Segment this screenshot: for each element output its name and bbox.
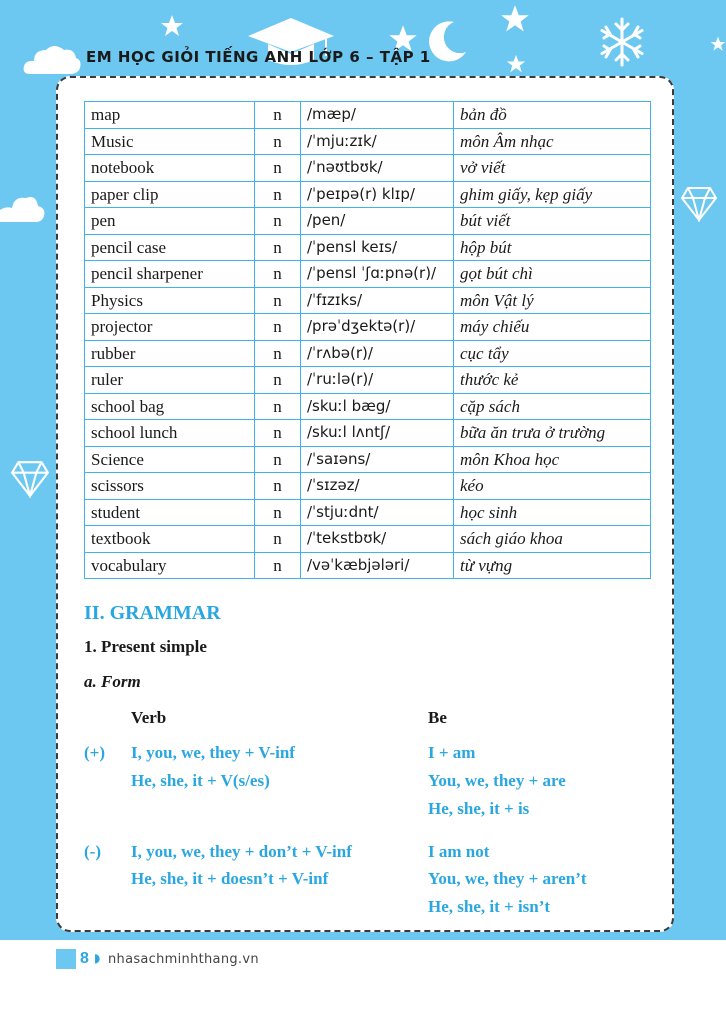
vocab-word: ruler [85, 367, 255, 394]
vocab-pronunciation: /vəˈkæbjələri/ [301, 552, 454, 579]
section-title: II. GRAMMAR [84, 602, 221, 624]
vocab-word: pencil case [85, 234, 255, 261]
table-row [85, 420, 651, 447]
vocab-word-type: n [255, 552, 301, 579]
vocab-word-type: n [255, 420, 301, 447]
vocab-meaning: từ vựng [454, 552, 651, 579]
be-column-header: Be [428, 708, 447, 727]
vocab-word-type: n [255, 340, 301, 367]
star-icon [160, 14, 184, 38]
table-row [85, 473, 651, 500]
vocab-meaning: kéo [454, 473, 651, 500]
vocab-word: projector [85, 314, 255, 341]
vocab-word-type: n [255, 367, 301, 394]
arrow-icon: ◗ [94, 951, 101, 965]
subsection-title: 1. Present simple [84, 637, 207, 656]
negative-be-line: He, she, it + isn’t [428, 897, 551, 916]
page-number-marker [56, 949, 76, 969]
vocab-word-type: n [255, 473, 301, 500]
table-row [85, 526, 651, 553]
vocab-word: scissors [85, 473, 255, 500]
form-title: a. Form [84, 672, 141, 691]
vocab-pronunciation: /ˈpensl keɪs/ [301, 234, 454, 261]
vocab-pronunciation: /ˈnəʊtbʊk/ [301, 155, 454, 182]
vocab-pronunciation: /ˈpeɪpə(r) klɪp/ [301, 181, 454, 208]
vocab-meaning: bút viết [454, 208, 651, 235]
positive-sign: (+) [84, 743, 106, 762]
vocab-word: student [85, 499, 255, 526]
vocab-word: pen [85, 208, 255, 235]
vocab-pronunciation: /ˈtekstbʊk/ [301, 526, 454, 553]
vocab-pronunciation: /ˈrʌbə(r)/ [301, 340, 454, 367]
book-header-title: EM HỌC GIỎI TIẾNG ANH LỚP 6 – TẬP 1 [86, 48, 431, 66]
vocab-word-type: n [255, 393, 301, 420]
vocab-word: vocabulary [85, 552, 255, 579]
table-row [85, 234, 651, 261]
vocab-word-type: n [255, 526, 301, 553]
positive-be-line: He, she, it + is [428, 799, 530, 818]
vocab-meaning: cặp sách [454, 393, 651, 420]
vocab-word-type: n [255, 499, 301, 526]
vocab-pronunciation: /ˈsɪzəz/ [301, 473, 454, 500]
vocab-word-type: n [255, 155, 301, 182]
vocab-word: school lunch [85, 420, 255, 447]
vocab-pronunciation: /ˈmjuːzɪk/ [301, 128, 454, 155]
vocab-word-type: n [255, 314, 301, 341]
vocab-word-type: n [255, 208, 301, 235]
verb-column-header: Verb [131, 708, 167, 727]
star-icon [500, 4, 530, 34]
table-row [85, 102, 651, 129]
vocab-word-type: n [255, 234, 301, 261]
positive-verb-line: I, you, we, they + V-inf [131, 743, 295, 762]
publisher-website: nhasachminhthang.vn [108, 952, 259, 967]
vocab-word: Physics [85, 287, 255, 314]
vocab-meaning: bữa ăn trưa ở trường [454, 420, 651, 447]
negative-be-line: You, we, they + aren’t [428, 869, 587, 888]
table-row [85, 208, 651, 235]
cloud-icon [22, 40, 82, 76]
vocab-word-type: n [255, 128, 301, 155]
vocab-meaning: gọt bút chì [454, 261, 651, 288]
table-row [85, 552, 651, 579]
table-row [85, 155, 651, 182]
positive-verb-line: He, she, it + V(s/es) [131, 771, 270, 790]
vocab-pronunciation: /skuːl lʌntʃ/ [301, 420, 454, 447]
table-row [85, 446, 651, 473]
vocab-word: Science [85, 446, 255, 473]
vocab-meaning: cục tẩy [454, 340, 651, 367]
vocab-meaning: môn Âm nhạc [454, 128, 651, 155]
vocab-meaning: môn Khoa học [454, 446, 651, 473]
vocab-word-type: n [255, 287, 301, 314]
vocab-word: map [85, 102, 255, 129]
positive-be-line: You, we, they + are [428, 771, 566, 790]
vocab-word-type: n [255, 102, 301, 129]
vocab-word: rubber [85, 340, 255, 367]
vocab-word: Music [85, 128, 255, 155]
vocab-meaning: bản đồ [454, 102, 651, 129]
star-icon [506, 54, 526, 74]
vocab-meaning: vở viết [454, 155, 651, 182]
negative-sign: (-) [84, 842, 101, 861]
star-icon [710, 36, 726, 52]
vocab-pronunciation: /pen/ [301, 208, 454, 235]
vocab-word-type: n [255, 261, 301, 288]
page-number: 8 [80, 950, 89, 967]
vocab-pronunciation: /prəˈdʒektə(r)/ [301, 314, 454, 341]
vocab-word: paper clip [85, 181, 255, 208]
table-row [85, 393, 651, 420]
vocab-meaning: hộp bút [454, 234, 651, 261]
snowflake-icon [596, 16, 648, 68]
table-row [85, 314, 651, 341]
table-row [85, 128, 651, 155]
table-row [85, 367, 651, 394]
vocab-meaning: thước kẻ [454, 367, 651, 394]
vocab-pronunciation: /skuːl bæg/ [301, 393, 454, 420]
vocab-pronunciation: /ˈruːlə(r)/ [301, 367, 454, 394]
table-row [85, 340, 651, 367]
vocab-word: textbook [85, 526, 255, 553]
table-row [85, 181, 651, 208]
positive-be-line: I + am [428, 743, 476, 762]
diamond-icon [680, 186, 718, 222]
vocab-word: pencil sharpener [85, 261, 255, 288]
vocab-word: school bag [85, 393, 255, 420]
negative-verb-line: He, she, it + doesn’t + V-inf [131, 869, 329, 888]
vocab-meaning: môn Vật lý [454, 287, 651, 314]
table-row [85, 499, 651, 526]
vocab-word-type: n [255, 446, 301, 473]
negative-verb-line: I, you, we, they + don’t + V-inf [131, 842, 352, 861]
negative-be-line: I am not [428, 842, 490, 861]
vocab-meaning: máy chiếu [454, 314, 651, 341]
cloud-icon [0, 188, 46, 224]
vocab-word-type: n [255, 181, 301, 208]
table-row [85, 287, 651, 314]
vocab-meaning: ghim giấy, kẹp giấy [454, 181, 651, 208]
table-row [85, 261, 651, 288]
diamond-icon [10, 460, 50, 498]
vocab-pronunciation: /ˈfɪzɪks/ [301, 287, 454, 314]
vocabulary-table [84, 101, 651, 579]
vocab-pronunciation: /ˈpensl ˈʃɑːpnə(r)/ [301, 261, 454, 288]
vocab-meaning: sách giáo khoa [454, 526, 651, 553]
vocab-pronunciation: /mæp/ [301, 102, 454, 129]
vocab-word: notebook [85, 155, 255, 182]
vocab-meaning: học sinh [454, 499, 651, 526]
vocab-pronunciation: /ˈstjuːdnt/ [301, 499, 454, 526]
vocab-pronunciation: /ˈsaɪəns/ [301, 446, 454, 473]
